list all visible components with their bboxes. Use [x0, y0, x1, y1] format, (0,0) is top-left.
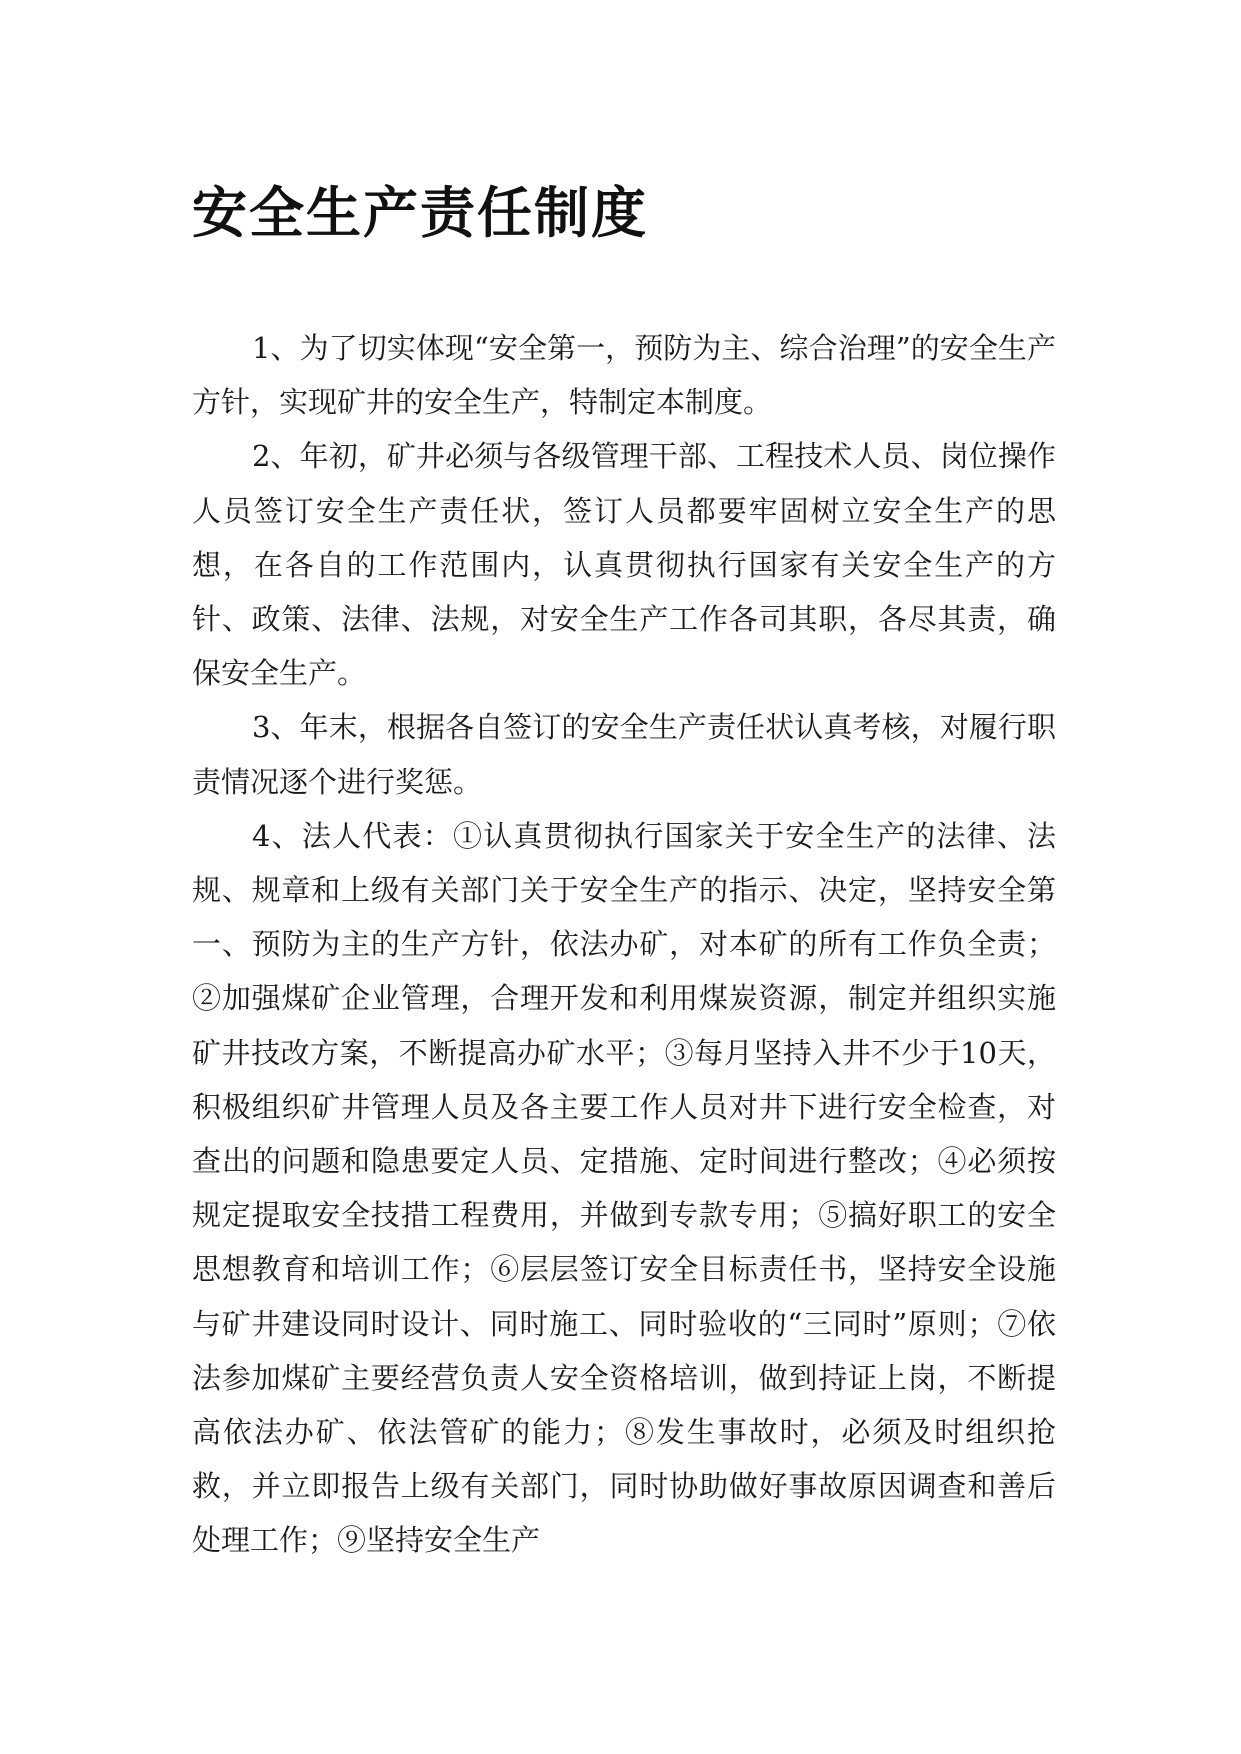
- paragraph-4: 4、法人代表：①认真贯彻执行国家关于安全生产的法律、法规、规章和上级有关部门关于安全生产的指示、决定，坚持安全第一、预防为主的生产方针，依法办矿，对本矿的所有工作负全责；②加强煤矿企业管理，合理开发和利用煤炭资源，制定并组织实施矿井技改方案，不断提高办矿水平；③每月坚持入井不少于10天，积极组织矿井管理人员及各主要工作人员对井下进行安全检查，对查出的问题和隐患要定人员、定措施、定时间进行整改；④必须按规定提取安全技措工程费用，并做到专款专用；⑤搞好职工的安全思想教育和培训工作；⑥层层签订安全目标责任书，坚持安全设施与矿井建设同时设计、同时施工、同时验收的“三同时”原则；⑦依法参加煤矿主要经营负责人安全资格培训，做到持证上岗，不断提高依法办矿、依法管矿的能力；⑧发生事故时，必须及时组织抢救，并立即报告上级有关部门，同时协助做好事故原因调查和善后处理工作；⑨坚持安全生产: [192, 818, 1056, 1558]
- document-body: [192, 321, 1056, 1568]
- document-title: 安全生产责任制度: [192, 181, 649, 245]
- paragraph-3: 3、年末，根据各自签订的安全生产责任状认真考核，对履行职责情况逐个进行奖惩。: [192, 710, 1056, 799]
- paragraph-1: 1、为了切实体现“安全第一，预防为主、综合治理”的安全生产方针，实现矿井的安全生产，特制定本制度。: [192, 331, 1056, 420]
- paragraph-2: 2、年初，矿井必须与各级管理干部、工程技术人员、岗位操作人员签订安全生产责任状，签订人员都要牢固树立安全生产的思想，在各自的工作范围内，认真贯彻执行国家有关安全生产的方针、政策、法律、法规，对安全生产工作各司其职，各尽其责，确保安全生产。: [192, 439, 1056, 691]
